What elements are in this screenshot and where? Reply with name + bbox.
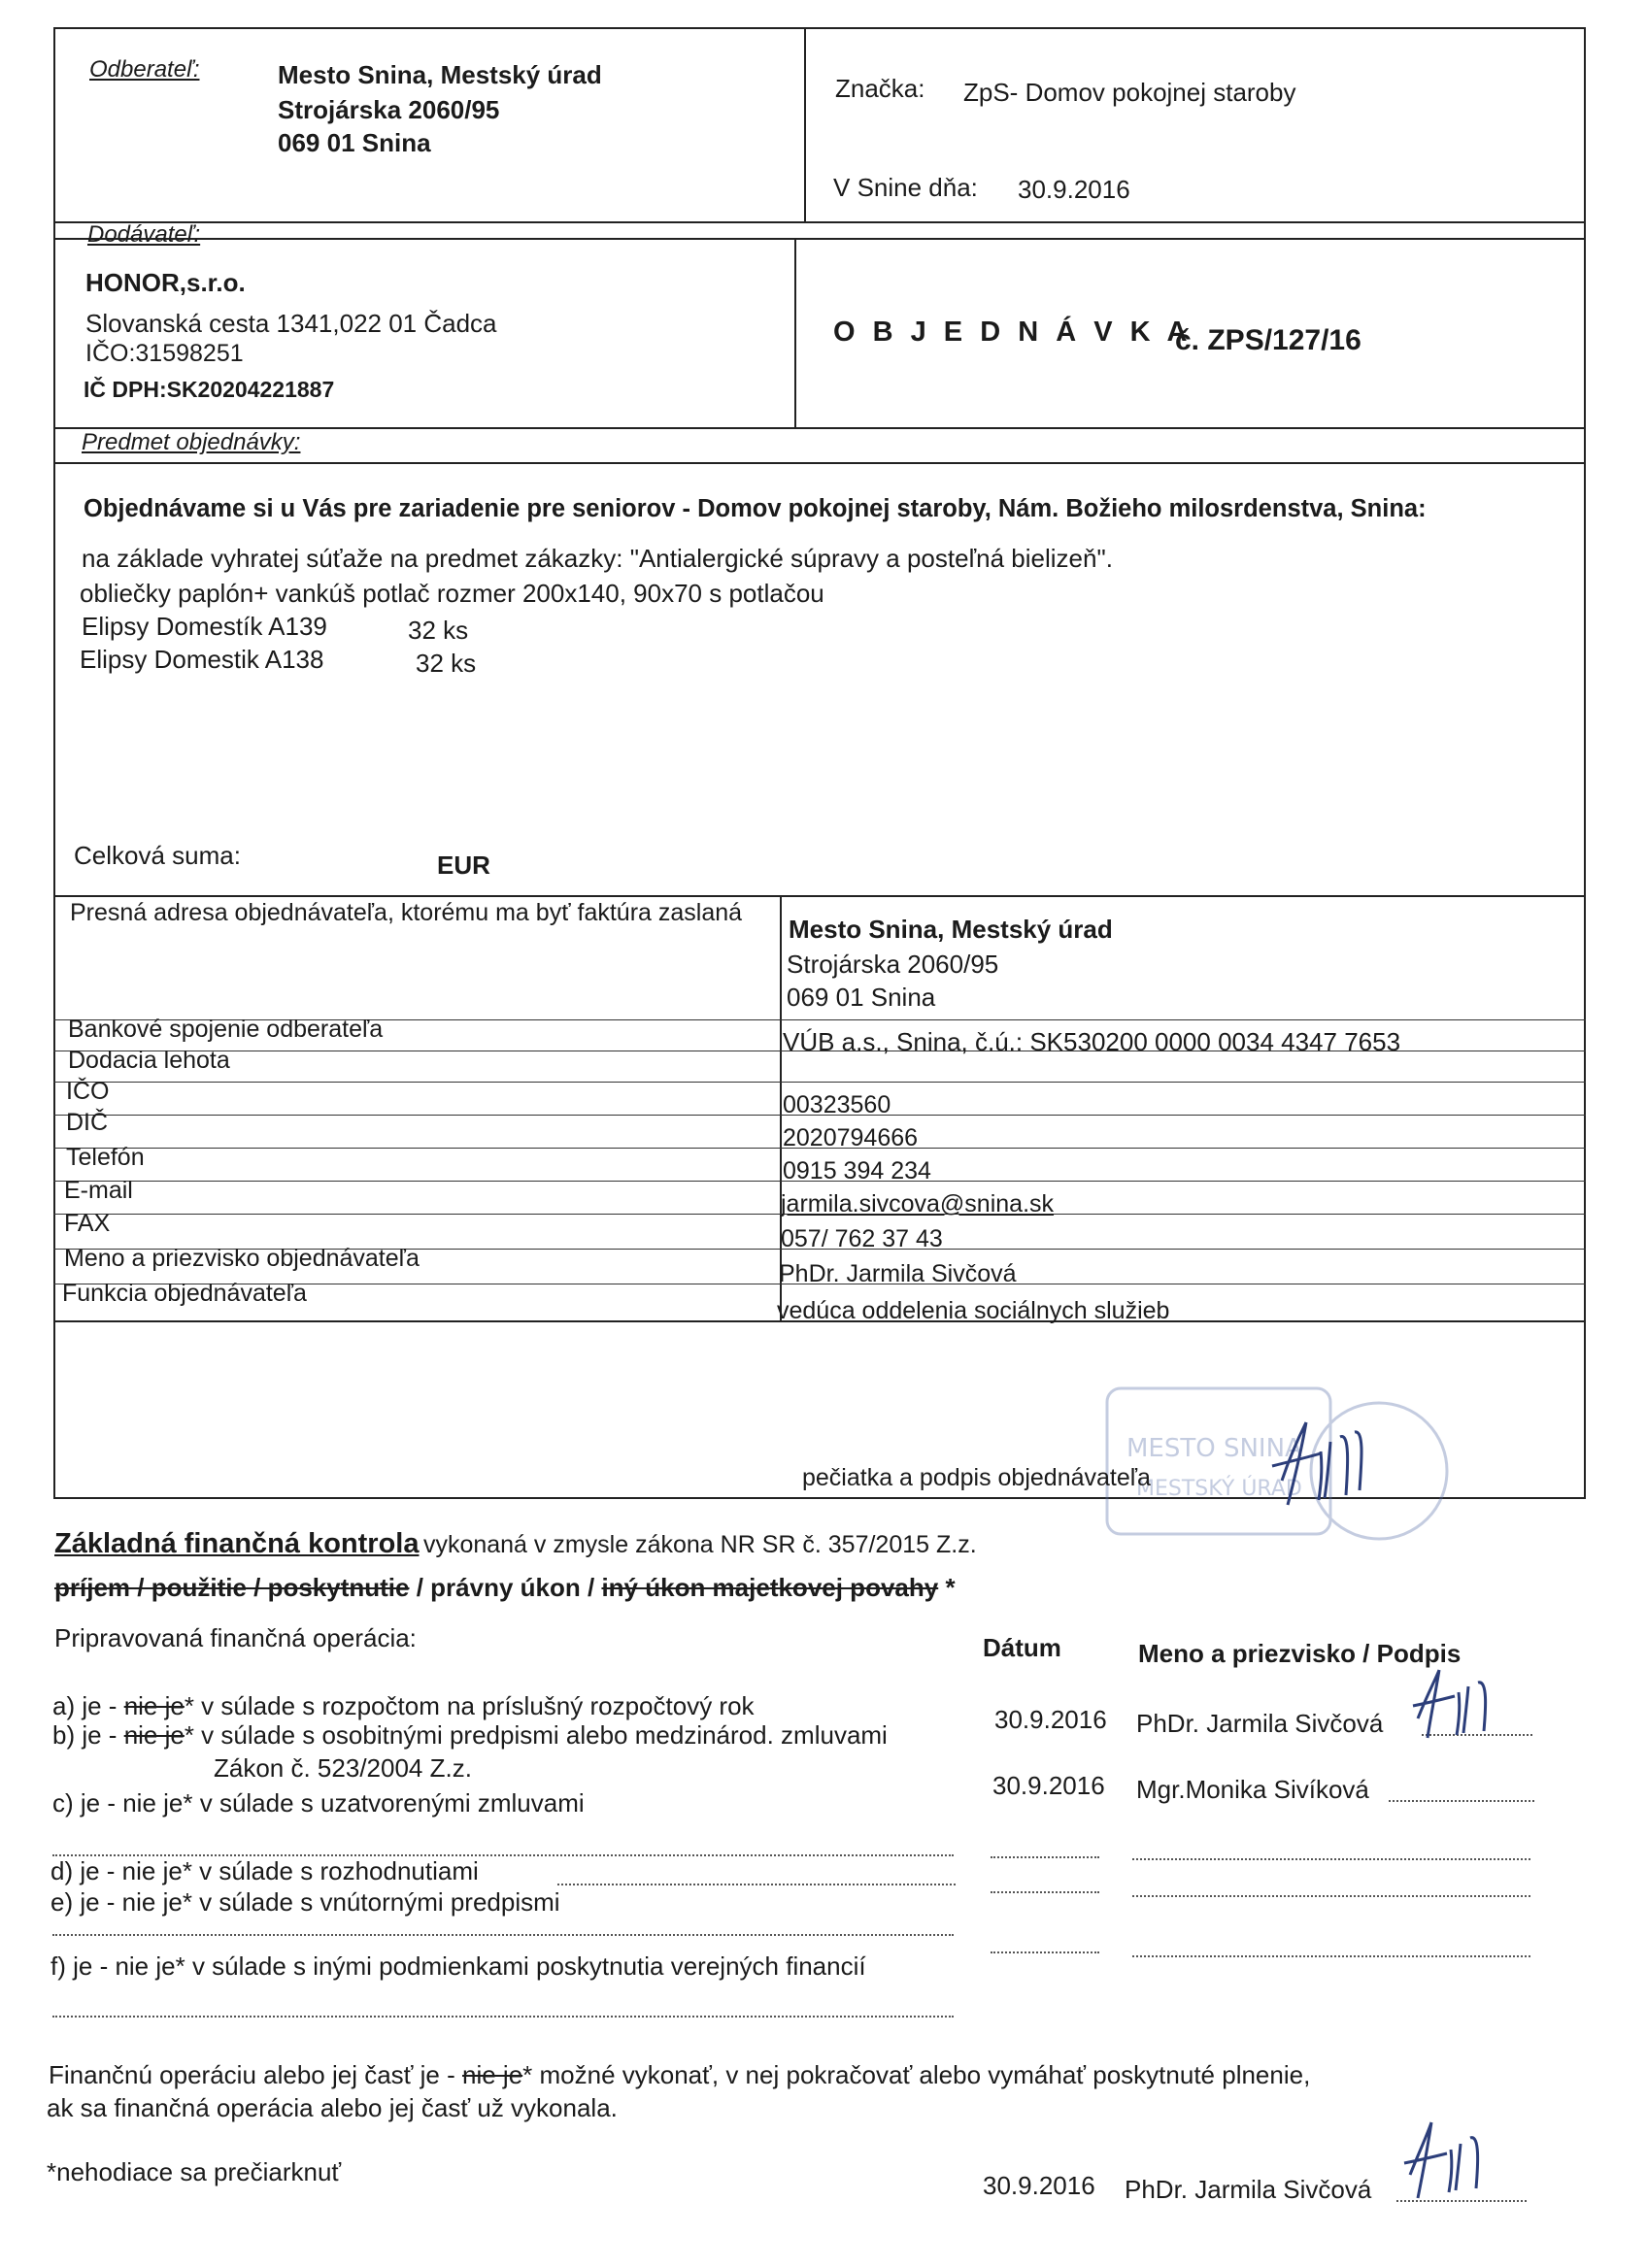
control-text: / právny úkon / bbox=[409, 1573, 602, 1602]
item-name: Elipsy Domestik A138 bbox=[80, 645, 324, 674]
billing-street: Strojárska 2060/95 bbox=[787, 950, 999, 979]
struck-text: nie je bbox=[123, 1720, 185, 1750]
name-header: Meno a priezvisko / Podpis bbox=[1138, 1639, 1462, 1668]
svg-text:MESTO SNINA: MESTO SNINA bbox=[1126, 1434, 1302, 1463]
check-text: * v súlade s osobitnými predpismi alebo medzinárod. zmluvami bbox=[184, 1720, 888, 1750]
detail-label: IČO bbox=[66, 1078, 110, 1105]
dotted-line bbox=[52, 1934, 954, 1936]
billing-name: Mesto Snina, Mestský úrad bbox=[789, 915, 1113, 944]
final-statement-line2: ak sa finančná operácia alebo jej časť už vykonala. bbox=[47, 2093, 618, 2122]
signature-caption: pečiatka a podpis objednávateľa bbox=[802, 1464, 1151, 1491]
detail-label: E-mail bbox=[64, 1177, 133, 1204]
reference-value: ZpS- Domov pokojnej staroby bbox=[963, 78, 1296, 107]
check-f: f) je - nie je* v súlade s inými podmienkami poskytnutia verejných financií bbox=[50, 1951, 866, 1981]
detail-label: FAX bbox=[64, 1210, 111, 1237]
handwritten-signature bbox=[1408, 1665, 1515, 1743]
struck-text: iný úkon majetkovej povahy bbox=[601, 1573, 939, 1602]
item-quantity: 32 ks bbox=[416, 649, 477, 678]
divider bbox=[53, 1082, 1586, 1083]
final-name: PhDr. Jarmila Sivčová bbox=[1125, 2175, 1372, 2204]
signature-line bbox=[1389, 1800, 1534, 1802]
row-b-date: 30.9.2016 bbox=[992, 1771, 1105, 1800]
divider bbox=[780, 895, 782, 1322]
detail-label: Meno a priezvisko objednávateľa bbox=[64, 1245, 420, 1272]
check-text: * v súlade s rozpočtom na príslušný rozpočtový rok bbox=[184, 1691, 755, 1720]
check-text: b) je - bbox=[52, 1720, 124, 1750]
check-a bbox=[52, 1691, 755, 1721]
date-label: V Snine dňa: bbox=[833, 173, 978, 202]
billing-city: 069 01 Snina bbox=[787, 983, 936, 1012]
detail-value: 057/ 762 37 43 bbox=[781, 1225, 943, 1252]
divider bbox=[794, 238, 796, 427]
item-name: Elipsy Domestík A139 bbox=[82, 612, 327, 641]
email-link[interactable]: jarmila.sivcova@snina.sk bbox=[781, 1190, 1055, 1217]
final-date: 30.9.2016 bbox=[983, 2171, 1095, 2200]
dotted-line bbox=[557, 1884, 956, 1885]
customer-street: Strojárska 2060/95 bbox=[278, 95, 500, 124]
handwritten-signature bbox=[1398, 2117, 1505, 2204]
control-line bbox=[54, 1573, 956, 1603]
law-reference: Zákon č. 523/2004 Z.z. bbox=[214, 1753, 472, 1783]
customer-name: Mesto Snina, Mestský úrad bbox=[278, 60, 602, 89]
detail-value: 0915 394 234 bbox=[783, 1157, 931, 1184]
customer-city: 069 01 Snina bbox=[278, 128, 431, 157]
divider bbox=[804, 27, 806, 221]
control-subtitle: vykonaná v zmysle zákona NR SR č. 357/2015 Z.z. bbox=[422, 1531, 977, 1558]
final-text: Finančnú operáciu alebo jej časť je - bbox=[49, 2060, 462, 2089]
dotted-line bbox=[1132, 1895, 1530, 1897]
footnote: *nehodiace sa prečiarknuť bbox=[47, 2157, 342, 2186]
subject-line: na základe vyhratej súťaže na predmet zákazky: "Antialergické súpravy a posteľná bielizeň". bbox=[82, 544, 1113, 573]
control-text: * bbox=[938, 1573, 956, 1602]
dotted-line bbox=[991, 1951, 1099, 1953]
divider bbox=[53, 221, 1586, 223]
reference-label: Značka: bbox=[835, 74, 925, 103]
date-value: 30.9.2016 bbox=[1018, 175, 1130, 204]
supplier-address: Slovanská cesta 1341,022 01 Čadca bbox=[85, 309, 497, 338]
control-title: Základná finančná kontrola bbox=[54, 1528, 420, 1559]
detail-value: PhDr. Jarmila Sivčová bbox=[779, 1260, 1017, 1287]
detail-label: Funkcia objednávateľa bbox=[62, 1280, 307, 1307]
order-number: č. ZPS/127/16 bbox=[1175, 324, 1361, 356]
final-statement bbox=[49, 2060, 1310, 2090]
detail-value: 2020794666 bbox=[783, 1124, 919, 1151]
detail-value: 00323560 bbox=[783, 1091, 891, 1118]
dotted-line bbox=[991, 1856, 1099, 1858]
detail-value: vedúca oddelenia sociálnych služieb bbox=[777, 1297, 1170, 1324]
detail-label: DIČ bbox=[66, 1109, 109, 1136]
supplier-label: Dodávateľ: bbox=[87, 221, 201, 248]
detail-label: Bankové spojenie odberateľa bbox=[68, 1016, 384, 1043]
divider bbox=[53, 238, 1586, 240]
dotted-line bbox=[991, 1891, 1099, 1893]
row-b-name: Mgr.Monika Sivíková bbox=[1136, 1775, 1369, 1804]
order-title: O B J E D N Á V K A bbox=[833, 317, 1193, 348]
total-label: Celková suma: bbox=[74, 841, 241, 870]
final-text: * možné vykonať, v nej pokračovať alebo vymáhať poskytnuté plnenie, bbox=[522, 2060, 1311, 2089]
divider bbox=[53, 462, 1586, 464]
customer-label: Odberateľ: bbox=[89, 56, 200, 83]
date-header: Dátum bbox=[983, 1633, 1061, 1662]
subject-line: obliečky paplón+ vankúš potlač rozmer 200x140, 90x70 s potlačou bbox=[80, 579, 824, 608]
svg-text:MESTSKÝ ÚRAD: MESTSKÝ ÚRAD bbox=[1136, 1477, 1302, 1501]
check-d: d) je - nie je* v súlade s rozhodnutiami bbox=[50, 1856, 479, 1885]
check-e: e) je - nie je* v súlade s vnútornými predpismi bbox=[50, 1887, 560, 1917]
dotted-line bbox=[1132, 1858, 1530, 1860]
subject-heading: Objednávame si u Vás pre zariadenie pre seniorov - Domov pokojnej staroby, Nám. Božieho milosrdenstva, Snina: bbox=[84, 495, 1427, 522]
subject-label: Predmet objednávky: bbox=[82, 429, 301, 455]
handwritten-signature bbox=[1262, 1413, 1389, 1510]
supplier-vat: IČ DPH:SK20204221887 bbox=[84, 377, 335, 402]
struck-text: nie je bbox=[462, 2060, 523, 2089]
prepared-label: Pripravovaná finančná operácia: bbox=[54, 1623, 417, 1652]
item-quantity: 32 ks bbox=[408, 616, 469, 645]
row-a-date: 30.9.2016 bbox=[994, 1705, 1107, 1734]
check-b bbox=[52, 1720, 888, 1751]
total-currency: EUR bbox=[437, 850, 490, 880]
dotted-line bbox=[1132, 1955, 1530, 1957]
detail-label: Telefón bbox=[66, 1144, 145, 1171]
detail-label: Dodacia lehota bbox=[68, 1047, 230, 1074]
billing-label: Presná adresa objednávateľa, ktorému ma byť faktúra zaslaná bbox=[70, 899, 743, 926]
divider bbox=[53, 895, 1586, 897]
detail-value: VÚB a.s., Snina, č.ú.: SK530200 0000 0034 4347 7653 bbox=[783, 1027, 1401, 1056]
row-a-name: PhDr. Jarmila Sivčová bbox=[1136, 1709, 1384, 1738]
check-text: a) je - bbox=[52, 1691, 124, 1720]
struck-text: príjem / použitie / poskytnutie bbox=[54, 1573, 410, 1602]
struck-text: nie je bbox=[123, 1691, 185, 1720]
control-header bbox=[54, 1528, 977, 1560]
supplier-ico: IČO:31598251 bbox=[85, 340, 244, 367]
supplier-name: HONOR,s.r.o. bbox=[85, 268, 246, 297]
check-c: c) je - nie je* v súlade s uzatvorenými zmluvami bbox=[52, 1788, 585, 1818]
dotted-line bbox=[52, 2016, 954, 2018]
